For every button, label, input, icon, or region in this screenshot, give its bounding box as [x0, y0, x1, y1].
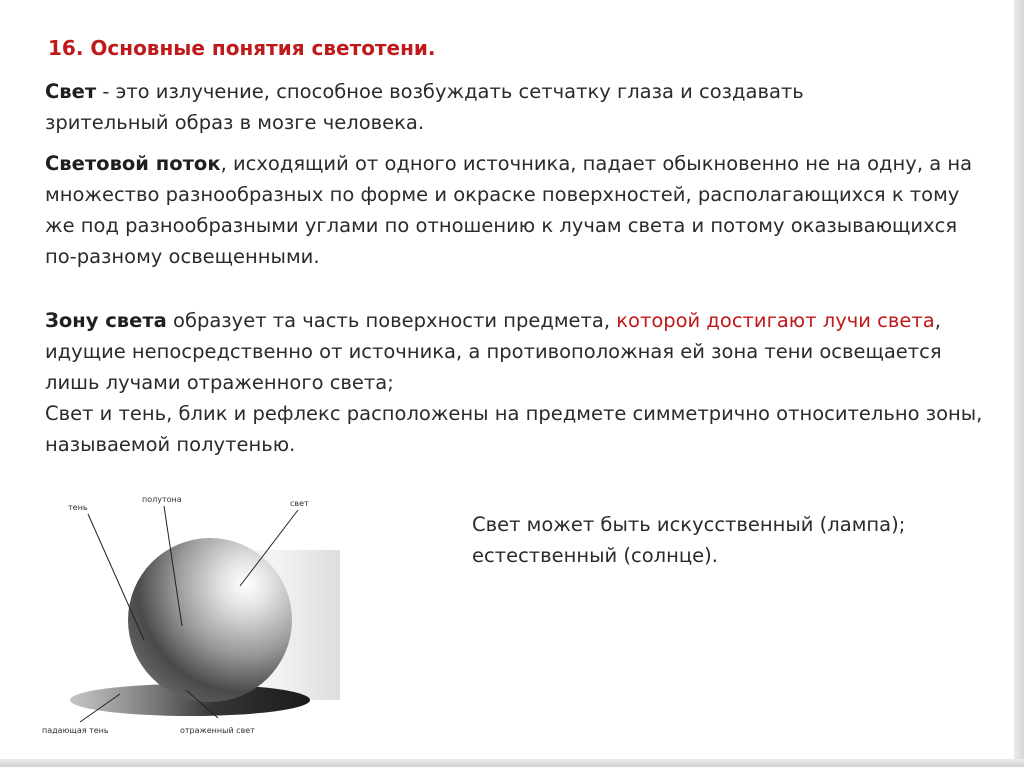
note-natural: естественный (солнце).	[472, 544, 718, 567]
label-light: свет	[290, 499, 309, 508]
light-zone-text-after: , идущие непосредственно от источника, а противоположная ей зона тени освещается лишь лучами отраженного света;	[45, 309, 942, 394]
light-definition-text: - это излучение, способное возбуждать сетчатку глаза и создавать зрительный образ в мозге человека.	[45, 80, 804, 134]
note-artificial: Свет может быть искусственный (лампа);	[472, 513, 906, 536]
sphere	[128, 538, 292, 702]
symmetry-text: Свет и тень, блик и рефлекс расположены на предмете симметрично относительно зоны, называемой полутенью.	[45, 402, 983, 456]
sphere-illustration	[40, 490, 340, 750]
leader-line-shadow	[88, 514, 144, 640]
slide-title: 16. Основные понятия светотени.	[48, 36, 436, 60]
paragraph-light-definition	[45, 76, 905, 138]
light-zone-highlight: которой достигают лучи света	[616, 309, 935, 332]
term-light-zone: Зону света	[45, 309, 167, 332]
slide-frame-bottom	[0, 759, 1024, 767]
paragraph-light-zone	[45, 305, 985, 460]
label-halftone: полутона	[142, 495, 182, 504]
label-reflected-light: отраженный свет	[180, 726, 255, 735]
slide-frame-right	[1014, 0, 1024, 767]
paragraph-light-flux	[45, 148, 985, 272]
term-light-flux: Световой поток	[45, 152, 221, 175]
label-cast-shadow: падающая тень	[42, 726, 109, 735]
light-zone-text-before: образует та часть поверхности предмета,	[166, 309, 617, 332]
light-flux-text: , исходящий от одного источника, падает обыкновенно не на одну, а на множество разнообразных по форме и окраске поверхностей, располагающихся к тому же под разнообразными углами по отношению к лучам света и потому оказывающихся по-разному освещенными.	[45, 152, 973, 268]
light-source-note	[472, 509, 942, 571]
term-light: Свет	[45, 80, 97, 103]
label-shadow: тень	[68, 503, 88, 512]
